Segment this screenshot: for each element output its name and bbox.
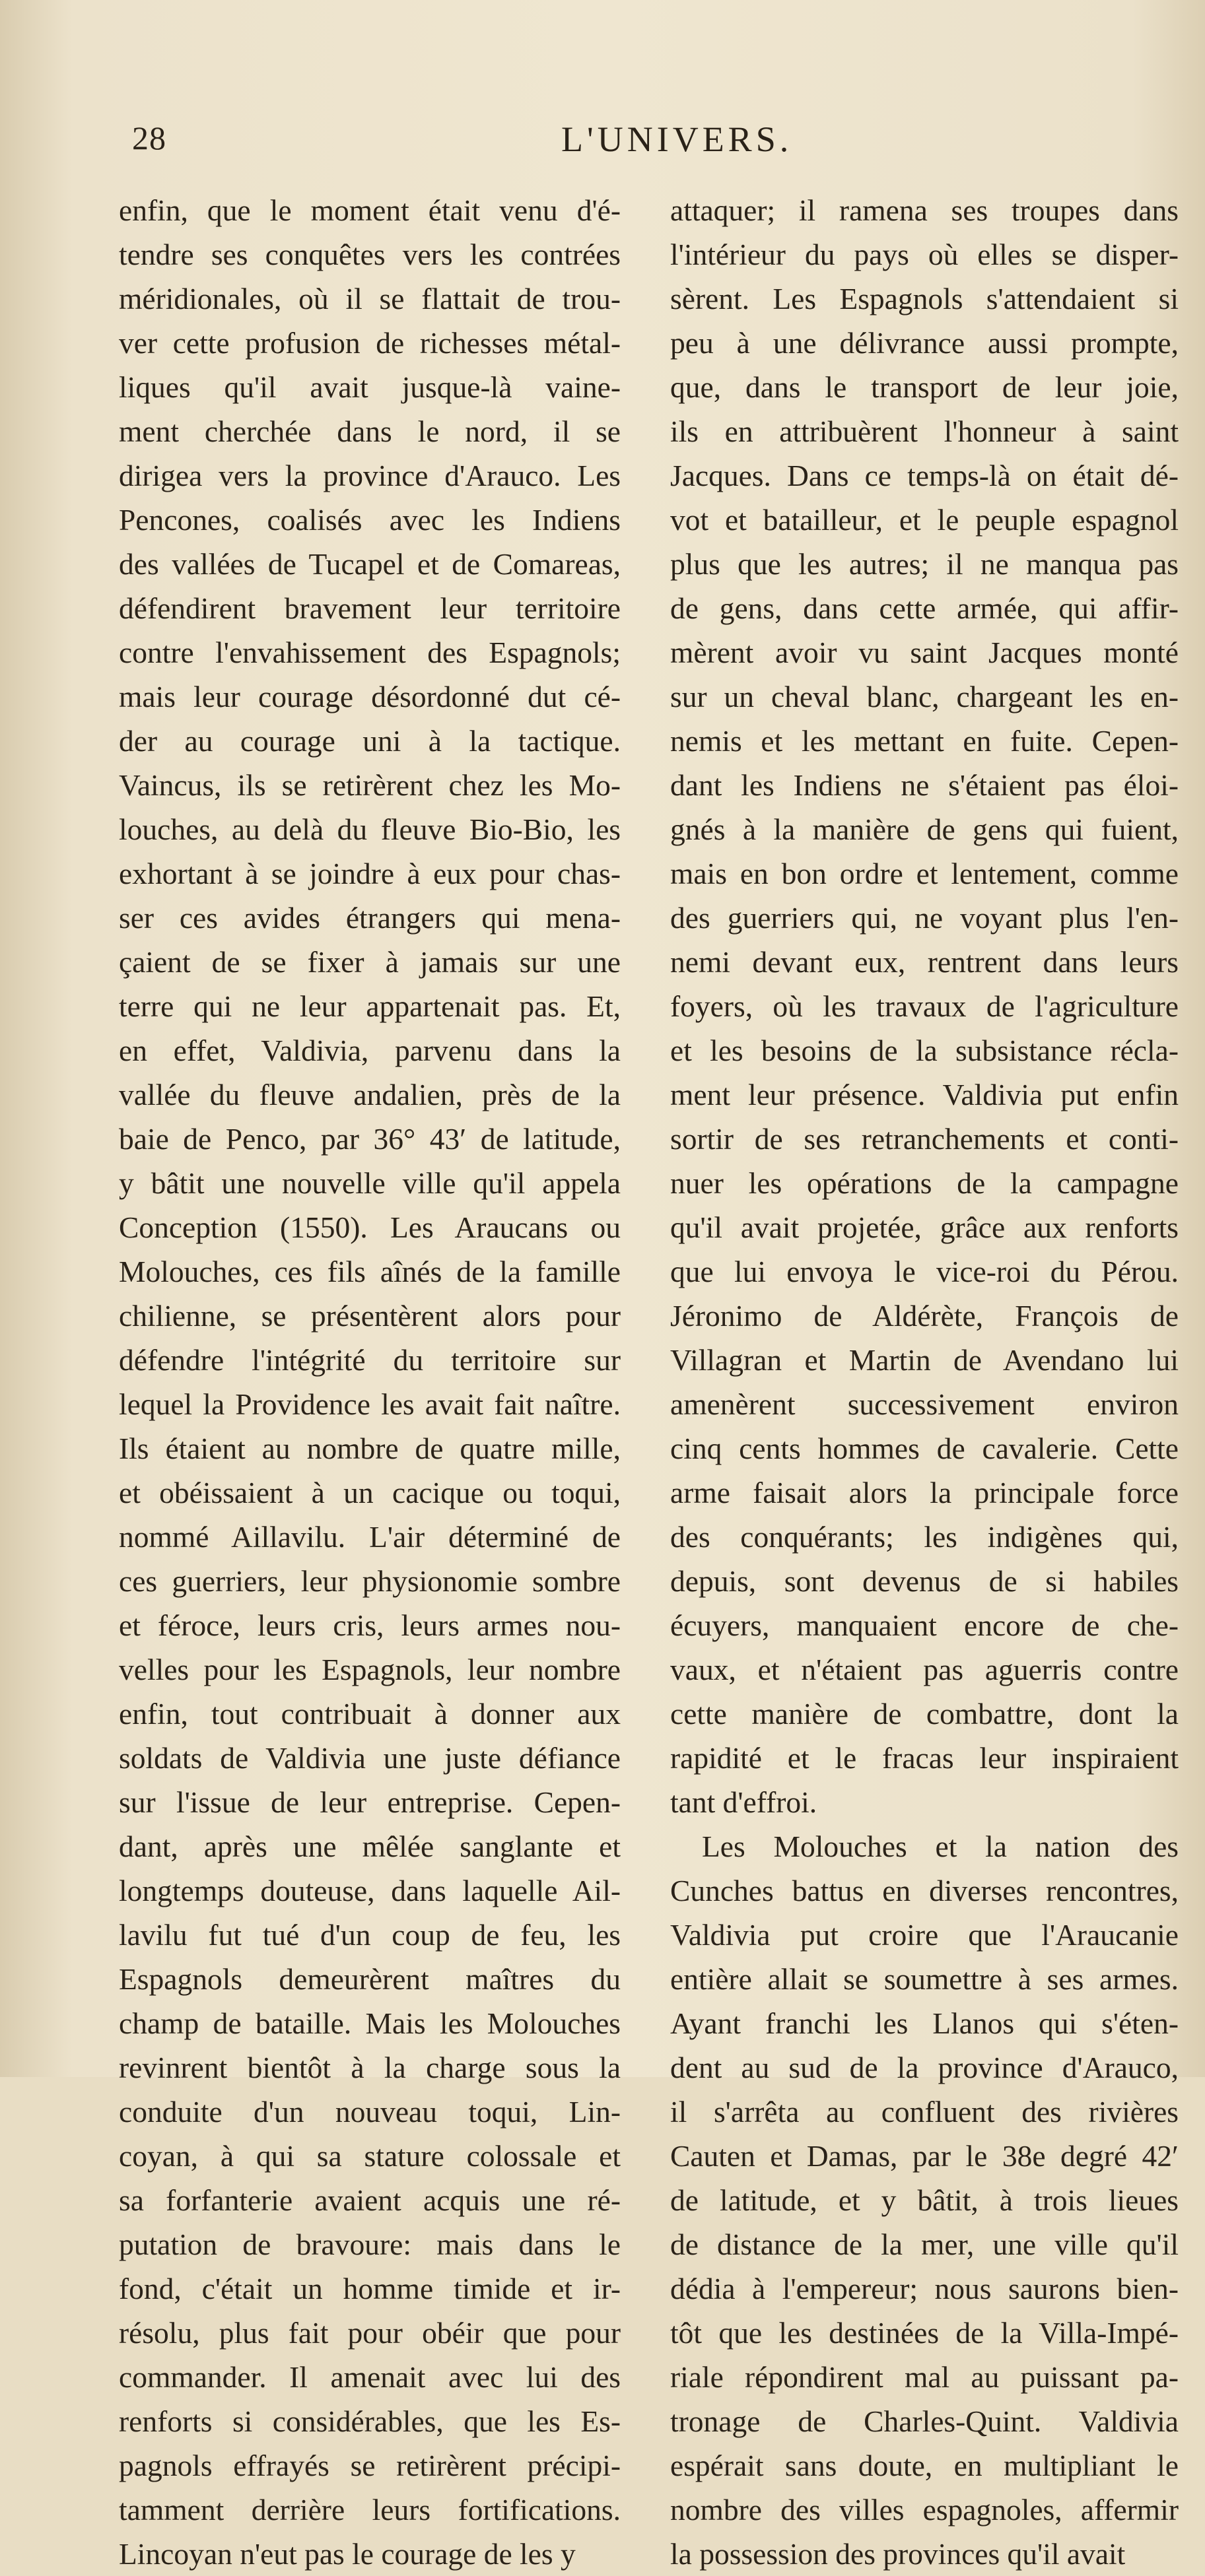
text-line: liques qu'il avait jusque-là vaine- <box>119 370 621 404</box>
text-line: Jacques. Dans ce temps-là on était dé- <box>670 459 1179 492</box>
text-line: il s'arrêta au confluent des rivières <box>670 2095 1179 2129</box>
text-line: et obéissaient à un cacique ou toqui, <box>119 1476 621 1509</box>
text-line: terre qui ne leur appartenait pas. Et, <box>119 989 621 1023</box>
text-line: tamment derrière leurs fortifications. <box>119 2493 621 2526</box>
text-line: fond, c'était un homme timide et ir- <box>119 2272 621 2305</box>
text-line: résolu, plus fait pour obéir que pour <box>119 2316 621 2350</box>
text-line: lavilu fut tué d'un coup de feu, les <box>119 1918 621 1952</box>
text-line: cette manière de combattre, dont la <box>670 1697 1179 1731</box>
text-line: de distance de la mer, une ville qu'il <box>670 2228 1179 2261</box>
text-line: mais en bon ordre et lentement, comme <box>670 857 1179 890</box>
right-text-column <box>670 188 1179 2576</box>
text-line: Villagran et Martin de Avendano lui <box>670 1343 1179 1377</box>
text-line: louches, au delà du fleuve Bio-Bio, les <box>119 812 621 846</box>
text-line: enfin, que le moment était venu d'é- <box>119 193 621 227</box>
text-line: Ils étaient au nombre de quatre mille, <box>119 1432 621 1465</box>
text-line: chilienne, se présentèrent alors pour <box>119 1299 621 1333</box>
text-line: Lincoyan n'eut pas le courage de les y <box>119 2537 576 2571</box>
text-line: Molouches, ces fils aînés de la famille <box>119 1255 621 1288</box>
text-line: entière allait se soumettre à ses armes. <box>670 1962 1179 1996</box>
text-line: sèrent. Les Espagnols s'attendaient si <box>670 282 1179 315</box>
text-line: Conception (1550). Les Araucans ou <box>119 1210 621 1244</box>
text-line: des vallées de Tucapel et de Comareas, <box>119 547 621 581</box>
text-line: que, dans le transport de leur joie, <box>670 370 1179 404</box>
text-line: der au courage uni à la tactique. <box>119 724 621 758</box>
text-line: enfin, tout contribuait à donner aux <box>119 1697 621 1731</box>
text-line: peu à une délivrance aussi prompte, <box>670 326 1179 360</box>
text-line: mèrent avoir vu saint Jacques monté <box>670 636 1179 669</box>
text-line: vallée du fleuve andalien, près de la <box>119 1078 621 1111</box>
text-line: velles pour les Espagnols, leur nombre <box>119 1653 621 1686</box>
text-line: rapidité et le fracas leur inspiraient <box>670 1741 1179 1775</box>
text-line: Cunches battus en diverses rencontres, <box>670 1874 1179 1907</box>
text-line: l'intérieur du pays où elles se disper- <box>670 238 1179 271</box>
text-line: commander. Il amenait avec lui des <box>119 2360 621 2394</box>
left-text-column <box>119 188 621 2576</box>
text-line: sur un cheval blanc, chargeant les en- <box>670 680 1179 713</box>
text-line: dent au sud de la province d'Arauco, <box>670 2051 1179 2084</box>
text-line: pagnols effrayés se retirèrent précipi- <box>119 2449 621 2482</box>
text-line: ver cette profusion de richesses métal- <box>119 326 621 360</box>
text-line: renforts si considérables, que les Es- <box>119 2404 621 2438</box>
text-line: lequel la Providence les avait fait naître. <box>119 1387 621 1421</box>
text-line: dédia à l'empereur; nous saurons bien- <box>670 2272 1179 2305</box>
page-header <box>132 119 1162 165</box>
text-line: tronage de Charles-Quint. Valdivia <box>670 2404 1179 2438</box>
text-line: nemis et les mettant en fuite. Cepen- <box>670 724 1179 758</box>
text-line: de latitude, et y bâtit, à trois lieues <box>670 2183 1179 2217</box>
page-number: 28 <box>132 119 166 156</box>
text-line: espérait sans doute, en multipliant le <box>670 2449 1179 2482</box>
text-line: nemi devant eux, rentrent dans leurs <box>670 945 1179 979</box>
text-line: attaquer; il ramena ses troupes dans <box>670 193 1179 227</box>
text-line: contre l'envahissement des Espagnols; <box>119 636 621 669</box>
text-line: tendre ses conquêtes vers les contrées <box>119 238 621 271</box>
text-line: de gens, dans cette armée, qui affir- <box>670 591 1179 625</box>
text-line: des guerriers qui, ne voyant plus l'en- <box>670 901 1179 935</box>
text-line: en effet, Valdivia, parvenu dans la <box>119 1034 621 1067</box>
text-line: arme faisait alors la principale force <box>670 1476 1179 1509</box>
text-line: Ayant franchi les Llanos qui s'éten- <box>670 2006 1179 2040</box>
running-title: L'UNIVERS. <box>561 119 793 159</box>
text-line: des conquérants; les indigènes qui, <box>670 1520 1179 1554</box>
text-line: défendre l'intégrité du territoire sur <box>119 1343 621 1377</box>
text-line: dirigea vers la province d'Arauco. Les <box>119 459 621 492</box>
text-line: y bâtit une nouvelle ville qu'il appela <box>119 1166 621 1200</box>
text-line: nombre des villes espagnoles, affermir <box>670 2493 1179 2526</box>
text-line: plus que les autres; il ne manqua pas <box>670 547 1179 581</box>
text-line: et les besoins de la subsistance récla- <box>670 1034 1179 1067</box>
text-line: Cauten et Damas, par le 38e degré 42′ <box>670 2139 1179 2173</box>
text-line: longtemps douteuse, dans laquelle Ail- <box>119 1874 621 1907</box>
text-line: défendirent bravement leur territoire <box>119 591 621 625</box>
text-line: nuer les opérations de la campagne <box>670 1166 1179 1200</box>
text-line: amenèrent successivement environ <box>670 1387 1179 1421</box>
text-line: Les Molouches et la nation des <box>702 1830 1179 1863</box>
text-line: vot et batailleur, et le peuple espagnol <box>670 503 1179 537</box>
text-line: çaient de se fixer à jamais sur une <box>119 945 621 979</box>
text-line: soldats de Valdivia une juste défiance <box>119 1741 621 1775</box>
text-line: ser ces avides étrangers qui mena- <box>119 901 621 935</box>
text-line: qu'il avait projetée, grâce aux renforts <box>670 1210 1179 1244</box>
text-line: Jéronimo de Aldérète, François de <box>670 1299 1179 1333</box>
text-line: et féroce, leurs cris, leurs armes nou- <box>119 1608 621 1642</box>
text-line: ment cherchée dans le nord, il se <box>119 414 621 448</box>
text-line: baie de Penco, par 36° 43′ de latitude, <box>119 1122 621 1156</box>
text-line: nommé Aillavilu. L'air déterminé de <box>119 1520 621 1554</box>
text-line: vaux, et n'étaient pas aguerris contre <box>670 1653 1179 1686</box>
text-line: depuis, sont devenus de si habiles <box>670 1564 1179 1598</box>
text-line: dant, après une mêlée sanglante et <box>119 1830 621 1863</box>
text-line: cinq cents hommes de cavalerie. Cette <box>670 1432 1179 1465</box>
text-line: revinrent bientôt à la charge sous la <box>119 2051 621 2084</box>
text-line: conduite d'un nouveau toqui, Lin- <box>119 2095 621 2129</box>
text-line: gnés à la manière de gens qui fuient, <box>670 812 1179 846</box>
text-line: Espagnols demeurèrent maîtres du <box>119 1962 621 1996</box>
text-line: ils en attribuèrent l'honneur à saint <box>670 414 1179 448</box>
text-line: riale répondirent mal au puissant pa- <box>670 2360 1179 2394</box>
text-line: Valdivia put croire que l'Araucanie <box>670 1918 1179 1952</box>
text-line: sortir de ses retranchements et conti- <box>670 1122 1179 1156</box>
text-line: foyers, où les travaux de l'agriculture <box>670 989 1179 1023</box>
text-line: sur l'issue de leur entreprise. Cepen- <box>119 1785 621 1819</box>
text-line: Vaincus, ils se retirèrent chez les Mo- <box>119 768 621 802</box>
text-line: putation de bravoure: mais dans le <box>119 2228 621 2261</box>
text-line: Pencones, coalisés avec les Indiens <box>119 503 621 537</box>
text-line: champ de bataille. Mais les Molouches <box>119 2006 621 2040</box>
text-line: tant d'effroi. <box>670 1785 817 1819</box>
text-line: la possession des provinces qu'il avait <box>670 2537 1126 2571</box>
text-line: méridionales, où il se flattait de trou- <box>119 282 621 315</box>
text-line: ces guerriers, leur physionomie sombre <box>119 1564 621 1598</box>
text-line: écuyers, manquaient encore de che- <box>670 1608 1179 1642</box>
text-line: mais leur courage désordonné dut cé- <box>119 680 621 713</box>
text-line: sa forfanterie avaient acquis une ré- <box>119 2183 621 2217</box>
text-line: que lui envoya le vice-roi du Pérou. <box>670 1255 1179 1288</box>
text-line: exhortant à se joindre à eux pour chas- <box>119 857 621 890</box>
text-line: ment leur présence. Valdivia put enfin <box>670 1078 1179 1111</box>
text-line: coyan, à qui sa stature colossale et <box>119 2139 621 2173</box>
text-line: tôt que les destinées de la Villa-Impé- <box>670 2316 1179 2350</box>
text-line: dant les Indiens ne s'étaient pas éloi- <box>670 768 1179 802</box>
